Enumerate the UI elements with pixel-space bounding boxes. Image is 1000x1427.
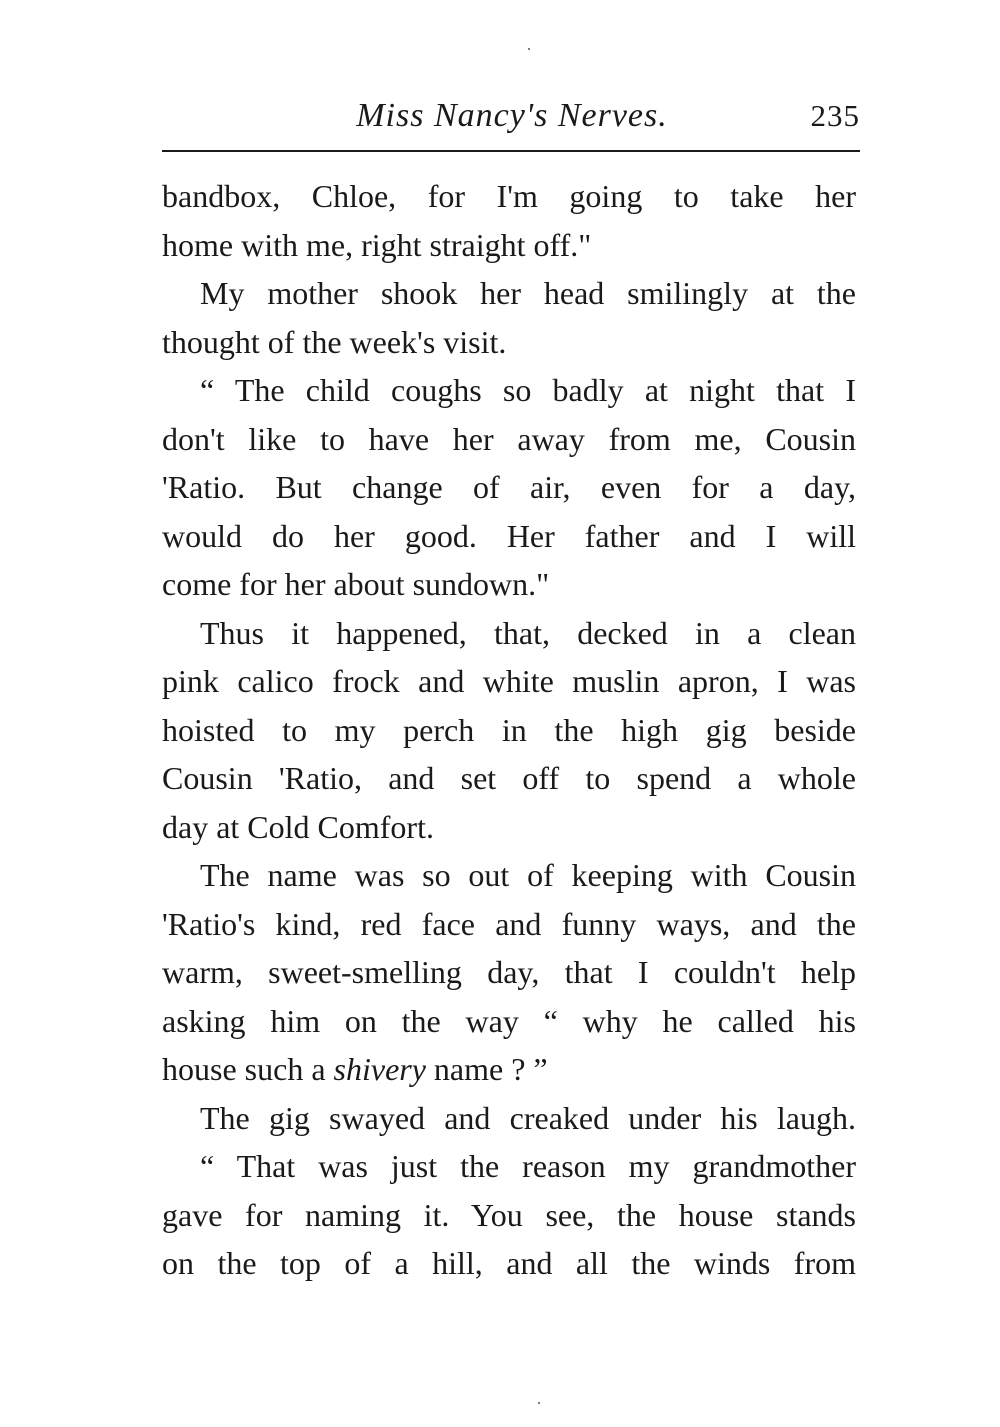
text-span: house such a [162,1051,334,1087]
header-rule [162,150,860,152]
text-line: Thus it happened, that, decked in a clean [200,614,856,651]
text-line: 'Ratio. But change of air, even for a day, [162,469,856,505]
body-text [162,172,856,1288]
page-header [162,96,860,136]
text-line: Cousin 'Ratio, and set off to spend a whole [162,760,856,796]
text-line: home with me, right straight off." [162,226,592,263]
text-line [162,1045,856,1094]
text-line: My mother shook her head smilingly at the [200,275,856,311]
text-line: “ The child coughs so badly at night that I [200,372,856,408]
text-line: 'Ratio's kind, red face and funny ways, and the [162,905,856,942]
text-line: would do her good. Her father and I will [162,517,856,554]
text-line: gave for naming it. You see, the house stands [162,1196,856,1233]
text-line: warm, sweet-smelling day, that I couldn't help [162,954,856,990]
italic-word: shivery [333,1051,426,1087]
text-line: come for her about sundown." [162,566,550,602]
text-span: name ? ” [425,1051,548,1087]
scan-speck [538,1402,540,1404]
page-number: 235 [810,98,860,133]
scan-speck [528,48,530,50]
text-line: thought of the week's visit. [162,323,507,360]
text-line: don't like to have her away from me, Cousin [162,420,856,457]
text-line: pink calico frock and white muslin apron, I was [162,663,856,699]
running-title: Miss Nancy's Nerves. [356,97,668,134]
text-line: hoisted to my perch in the high gig beside [162,711,856,748]
text-line: on the top of a hill, and all the winds from [162,1245,856,1281]
text-line: The name was so out of keeping with Cousin [200,857,856,893]
text-line: asking him on the way “ why he called his [162,1002,856,1039]
text-line: The gig swayed and creaked under his laugh. [200,1099,856,1136]
text-line: “ That was just the reason my grandmother [200,1148,856,1184]
text-line: bandbox, Chloe, for I'm going to take her [162,178,856,214]
text-line: day at Cold Comfort. [162,808,434,845]
